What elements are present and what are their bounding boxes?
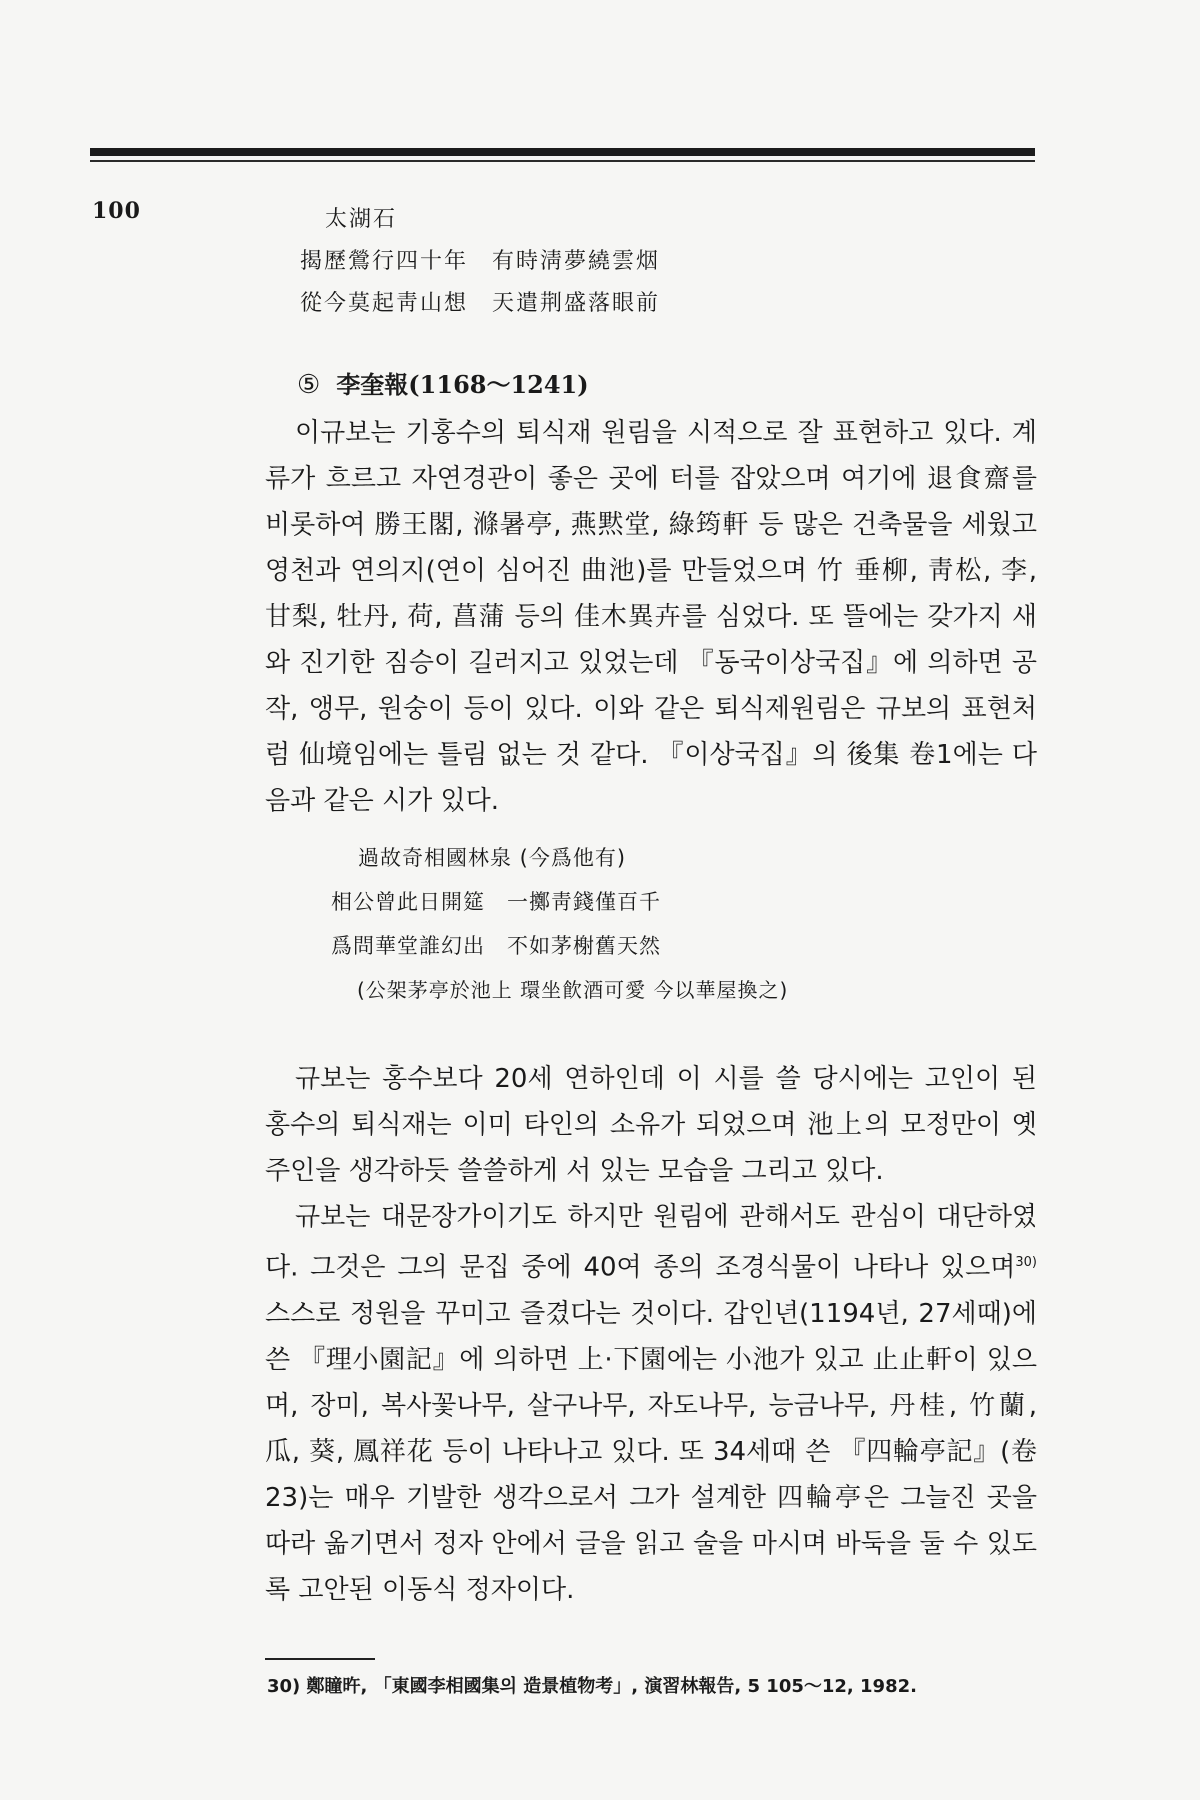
page-number: 100 (92, 198, 141, 224)
footnote-rule (265, 1658, 375, 1660)
poem-line: 揭歷鶯行四十年 有時淸夢繞雲烟 (300, 249, 661, 274)
paragraph-text (265, 1194, 1037, 1613)
quoted-poem-title: 過故奇相國林泉 (今爲他有) (358, 846, 627, 870)
footnote-reference: 30) (1015, 1255, 1037, 1270)
poem-line: 從今莫起靑山想 天遣荆盛落眼前 (300, 291, 661, 316)
section-number: ⑤ (297, 370, 321, 400)
paragraph-text-part: 규보는 대문장가이기도 하지만 원림에 관해서도 관심이 대단하였다. 그것은 그의 문집 중에 40여 종의 조경식물이 나타나 있으며 (265, 1202, 1037, 1283)
paragraph-text: 규보는 홍수보다 20세 연하인데 이 시를 쓸 당시에는 고인이 된 홍수의 퇴식재는 이미 타인의 소유가 되었으며 池上의 모정만이 옛 주인을 생각하듯 쓸쓸하게 서 있는 모습을 그리고 있다. (265, 1064, 1037, 1186)
quoted-poem-line: 相公曾此日開筵 一擲靑錢僅百千 (331, 890, 661, 914)
header-rule-thick (90, 148, 1035, 156)
quoted-poem-line: 爲問華堂誰幻出 不如茅榭舊天然 (331, 934, 661, 958)
body-paragraph (265, 1194, 1037, 1613)
paragraph-text: 이규보는 기홍수의 퇴식재 원림을 시적으로 잘 표현하고 있다. 계류가 흐르고 자연경관이 좋은 곳에 터를 잡았으며 여기에 退食齋를 비롯하여 勝王閣, 滌暑亭, 燕黙堂, 綠筠軒 등 많은 건축물을 세웠고 영천과 연의지(연이 심어진 曲池)를 만들었으며 竹 垂柳, 靑松, 李, 甘梨, 牡丹, 荷, 菖蒲 등의 佳木異卉를 심었다. 또 뜰에는 갖가지 새와 진기한 짐승이 길러지고 있었는데 『동국이상국집』에 의하면 공작, 앵무, 원숭이 등이 있다. 이와 같은 퇴식제원림은 규보의 표현처럼 仙境임에는 틀림 없는 것 같다. 『이상국집』의 後集 卷1에는 다음과 같은 시가 있다. (265, 418, 1037, 816)
footnote: 30) 鄭瞳旿, 「東國李相國集의 造景植物考」, 演習林報告, 5 105～12, 1982. (267, 1676, 917, 1697)
body-paragraph (265, 410, 1037, 824)
poem-title: 太湖石 (325, 207, 398, 232)
quoted-poem-note: (公架茅亭於池上 環坐飮酒可愛 今以華屋換之) (357, 978, 789, 1002)
section-title: 李奎報(1168～1241) (336, 370, 589, 399)
paragraph-text-part: 스스로 정원을 꾸미고 즐겼다는 것이다. 갑인년(1194년, 27세때)에 쓴 『理小園記』에 의하면 上·下園에는 小池가 있고 止止軒이 있으며, 장미, 복사꽃나무, 살구나무, 자도나무, 능금나무, 丹桂, 竹蘭, 瓜, 葵, 鳳祥花 등이 나타나고 있다. 또 34세때 쓴 『四輪亭記』(卷 23)는 매우 기발한 생각으로서 그가 설계한 四輪亭은 그늘진 곳을 따라 옮기면서 정자 안에서 글을 읽고 술을 마시며 바둑을 둘 수 있도록 고안된 이동식 정자이다. (265, 1298, 1037, 1605)
section-heading (297, 365, 589, 400)
body-paragraph (265, 1056, 1037, 1194)
header-rule-thin (90, 160, 1035, 162)
